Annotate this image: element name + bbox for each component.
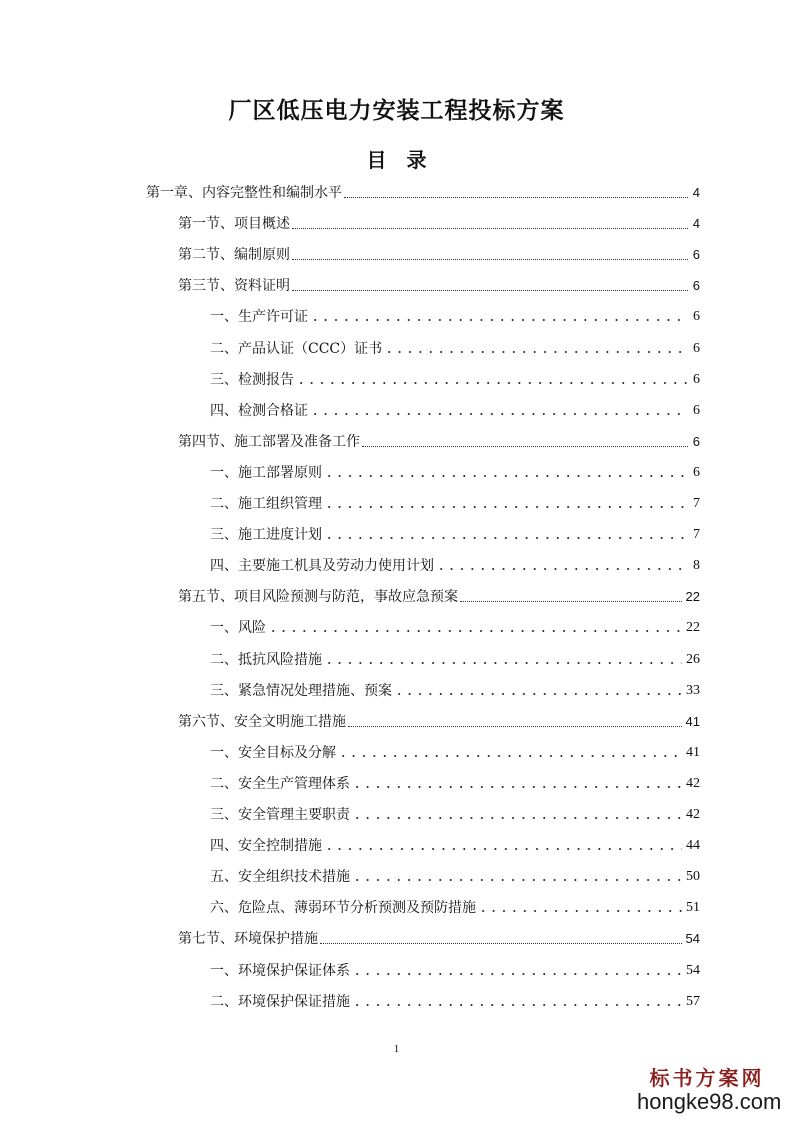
toc-section-entry[interactable] <box>178 582 700 606</box>
toc-dot-leader <box>352 973 682 975</box>
toc-subsection-entry[interactable] <box>210 365 700 389</box>
toc-section-entry[interactable] <box>178 427 700 451</box>
toc-subsection-entry[interactable] <box>210 551 700 575</box>
page-number: 1 <box>393 1043 400 1055</box>
toc-entry-page: 22 <box>686 620 700 635</box>
toc-subsection-entry[interactable] <box>210 334 700 358</box>
toc-dot-leader <box>478 910 682 912</box>
toc-chapter-entry[interactable] <box>146 178 700 202</box>
toc-dot-leader <box>352 1004 682 1006</box>
site-watermark <box>637 1066 782 1114</box>
toc-dot-leader <box>310 413 688 415</box>
toc-dot-leader <box>436 568 688 570</box>
toc-dot-leader <box>384 351 688 353</box>
toc-entry-title: 二、抵抗风险措施 <box>210 652 322 668</box>
toc-subsection-entry[interactable] <box>210 396 700 420</box>
toc-entry-title: 第一节、项目概述 <box>178 216 290 232</box>
toc-subsection-entry[interactable] <box>210 862 700 886</box>
toc-entry-page: 54 <box>686 963 700 978</box>
toc-subsection-entry[interactable] <box>210 987 700 1011</box>
toc-subsection-entry[interactable] <box>210 831 700 855</box>
toc-entry-page: 41 <box>685 714 700 729</box>
toc-entry-title: 第一章、内容完整性和编制水平 <box>146 185 342 201</box>
toc-dot-leader <box>460 601 682 602</box>
toc-subsection-entry[interactable] <box>210 956 700 980</box>
toc-entry-page: 6 <box>693 465 700 480</box>
toc-subsection-entry[interactable] <box>210 800 700 824</box>
toc-dot-leader <box>352 817 682 819</box>
toc-entry-title: 一、施工部署原则 <box>210 465 322 481</box>
toc-dot-leader <box>324 662 682 664</box>
toc-entry-page: 6 <box>693 403 700 418</box>
toc-dot-leader <box>296 382 688 384</box>
toc-entry-title: 第七节、环境保护措施 <box>178 931 318 947</box>
toc-entry-page: 6 <box>692 247 700 262</box>
watermark-url: hongke98.com <box>637 1089 782 1114</box>
toc-subsection-entry[interactable] <box>210 645 700 669</box>
toc-entry-page: 6 <box>693 341 700 356</box>
toc-dot-leader <box>352 786 682 788</box>
toc-section-entry[interactable] <box>178 707 700 731</box>
toc-entry-title: 第六节、安全文明施工措施 <box>178 714 346 730</box>
toc-entry-page: 6 <box>693 309 700 324</box>
toc-entry-page: 6 <box>693 372 700 387</box>
toc-subsection-entry[interactable] <box>210 520 700 544</box>
toc-entry-page: 4 <box>692 185 700 200</box>
toc-subsection-entry[interactable] <box>210 302 700 326</box>
toc-dot-leader <box>324 506 688 508</box>
toc-entry-page: 50 <box>686 869 700 884</box>
toc-entry-page: 33 <box>686 683 700 698</box>
toc-entry-page: 7 <box>693 527 700 542</box>
toc-section-entry[interactable] <box>178 924 700 948</box>
toc-dot-leader <box>324 537 688 539</box>
toc-entry-title: 二、产品认证（CCC）证书 <box>210 341 383 357</box>
toc-entry-title: 第四节、施工部署及准备工作 <box>178 434 360 450</box>
toc-subsection-entry[interactable] <box>210 738 700 762</box>
toc-heading: 目 录 <box>366 148 427 172</box>
toc-entry-title: 四、安全控制措施 <box>210 838 322 854</box>
toc-dot-leader <box>292 290 688 291</box>
toc-subsection-entry[interactable] <box>210 489 700 513</box>
toc-dot-leader <box>268 630 682 632</box>
toc-section-entry[interactable] <box>178 271 700 295</box>
toc-entry-page: 42 <box>686 776 700 791</box>
toc-subsection-entry[interactable] <box>210 893 700 917</box>
document-title: 厂区低压电力安装工程投标方案 <box>228 97 565 124</box>
toc-subsection-entry[interactable] <box>210 769 700 793</box>
toc-entry-title: 三、安全管理主要职责 <box>210 807 350 823</box>
toc-entry-title: 三、紧急情况处理措施、预案 <box>210 683 392 699</box>
toc-entry-title: 第三节、资料证明 <box>178 278 290 294</box>
toc-entry-title: 一、环境保护保证体系 <box>210 963 350 979</box>
toc-entry-title: 四、主要施工机具及劳动力使用计划 <box>210 558 434 574</box>
toc-dot-leader <box>292 259 688 260</box>
toc-section-entry[interactable] <box>178 240 700 264</box>
toc-entry-page: 41 <box>686 745 700 760</box>
toc-subsection-entry[interactable] <box>210 613 700 637</box>
toc-dot-leader <box>348 726 682 727</box>
watermark-site-name: 标书方案网 <box>649 1066 765 1090</box>
toc-dot-leader <box>320 943 682 944</box>
toc-entry-page: 22 <box>685 589 700 604</box>
toc-entry-title: 一、生产许可证 <box>210 309 308 325</box>
toc-dot-leader <box>338 755 682 757</box>
toc-entry-title: 二、安全生产管理体系 <box>210 776 350 792</box>
toc-entry-title: 五、安全组织技术措施 <box>210 869 350 885</box>
toc-dot-leader <box>344 197 688 198</box>
toc-dot-leader <box>362 446 688 447</box>
toc-entry-title: 六、危险点、薄弱环节分析预测及预防措施 <box>210 900 476 916</box>
toc-entry-title: 三、检测报告 <box>210 372 294 388</box>
toc-dot-leader <box>394 693 682 695</box>
toc-section-entry[interactable] <box>178 209 700 233</box>
toc-entry-page: 54 <box>685 931 700 946</box>
toc-entry-title: 四、检测合格证 <box>210 403 308 419</box>
toc-entry-page: 26 <box>686 652 700 667</box>
toc-entry-page: 51 <box>686 900 700 915</box>
toc-entry-page: 42 <box>686 807 700 822</box>
toc-dot-leader <box>324 475 688 477</box>
toc-subsection-entry[interactable] <box>210 458 700 482</box>
toc-entry-title: 三、施工进度计划 <box>210 527 322 543</box>
toc-dot-leader <box>292 228 688 229</box>
toc-entry-title: 一、风险 <box>210 620 266 636</box>
toc-entry-page: 4 <box>692 216 700 231</box>
toc-entry-title: 二、环境保护保证措施 <box>210 994 350 1010</box>
toc-subsection-entry[interactable] <box>210 676 700 700</box>
toc-entry-title: 一、安全目标及分解 <box>210 745 336 761</box>
toc-dot-leader <box>352 879 682 881</box>
toc-entry-page: 8 <box>693 558 700 573</box>
toc-entry-page: 44 <box>686 838 700 853</box>
toc-entry-page: 57 <box>686 994 700 1009</box>
toc-entry-page: 6 <box>692 278 700 293</box>
toc-entry-page: 7 <box>693 496 700 511</box>
toc-entry-title: 二、施工组织管理 <box>210 496 322 512</box>
toc-dot-leader <box>324 848 682 850</box>
toc-entry-title: 第二节、编制原则 <box>178 247 290 263</box>
toc-entry-page: 6 <box>692 434 700 449</box>
toc-dot-leader <box>310 319 688 321</box>
toc-entry-title: 第五节、项目风险预测与防范，事故应急预案 <box>178 589 458 605</box>
